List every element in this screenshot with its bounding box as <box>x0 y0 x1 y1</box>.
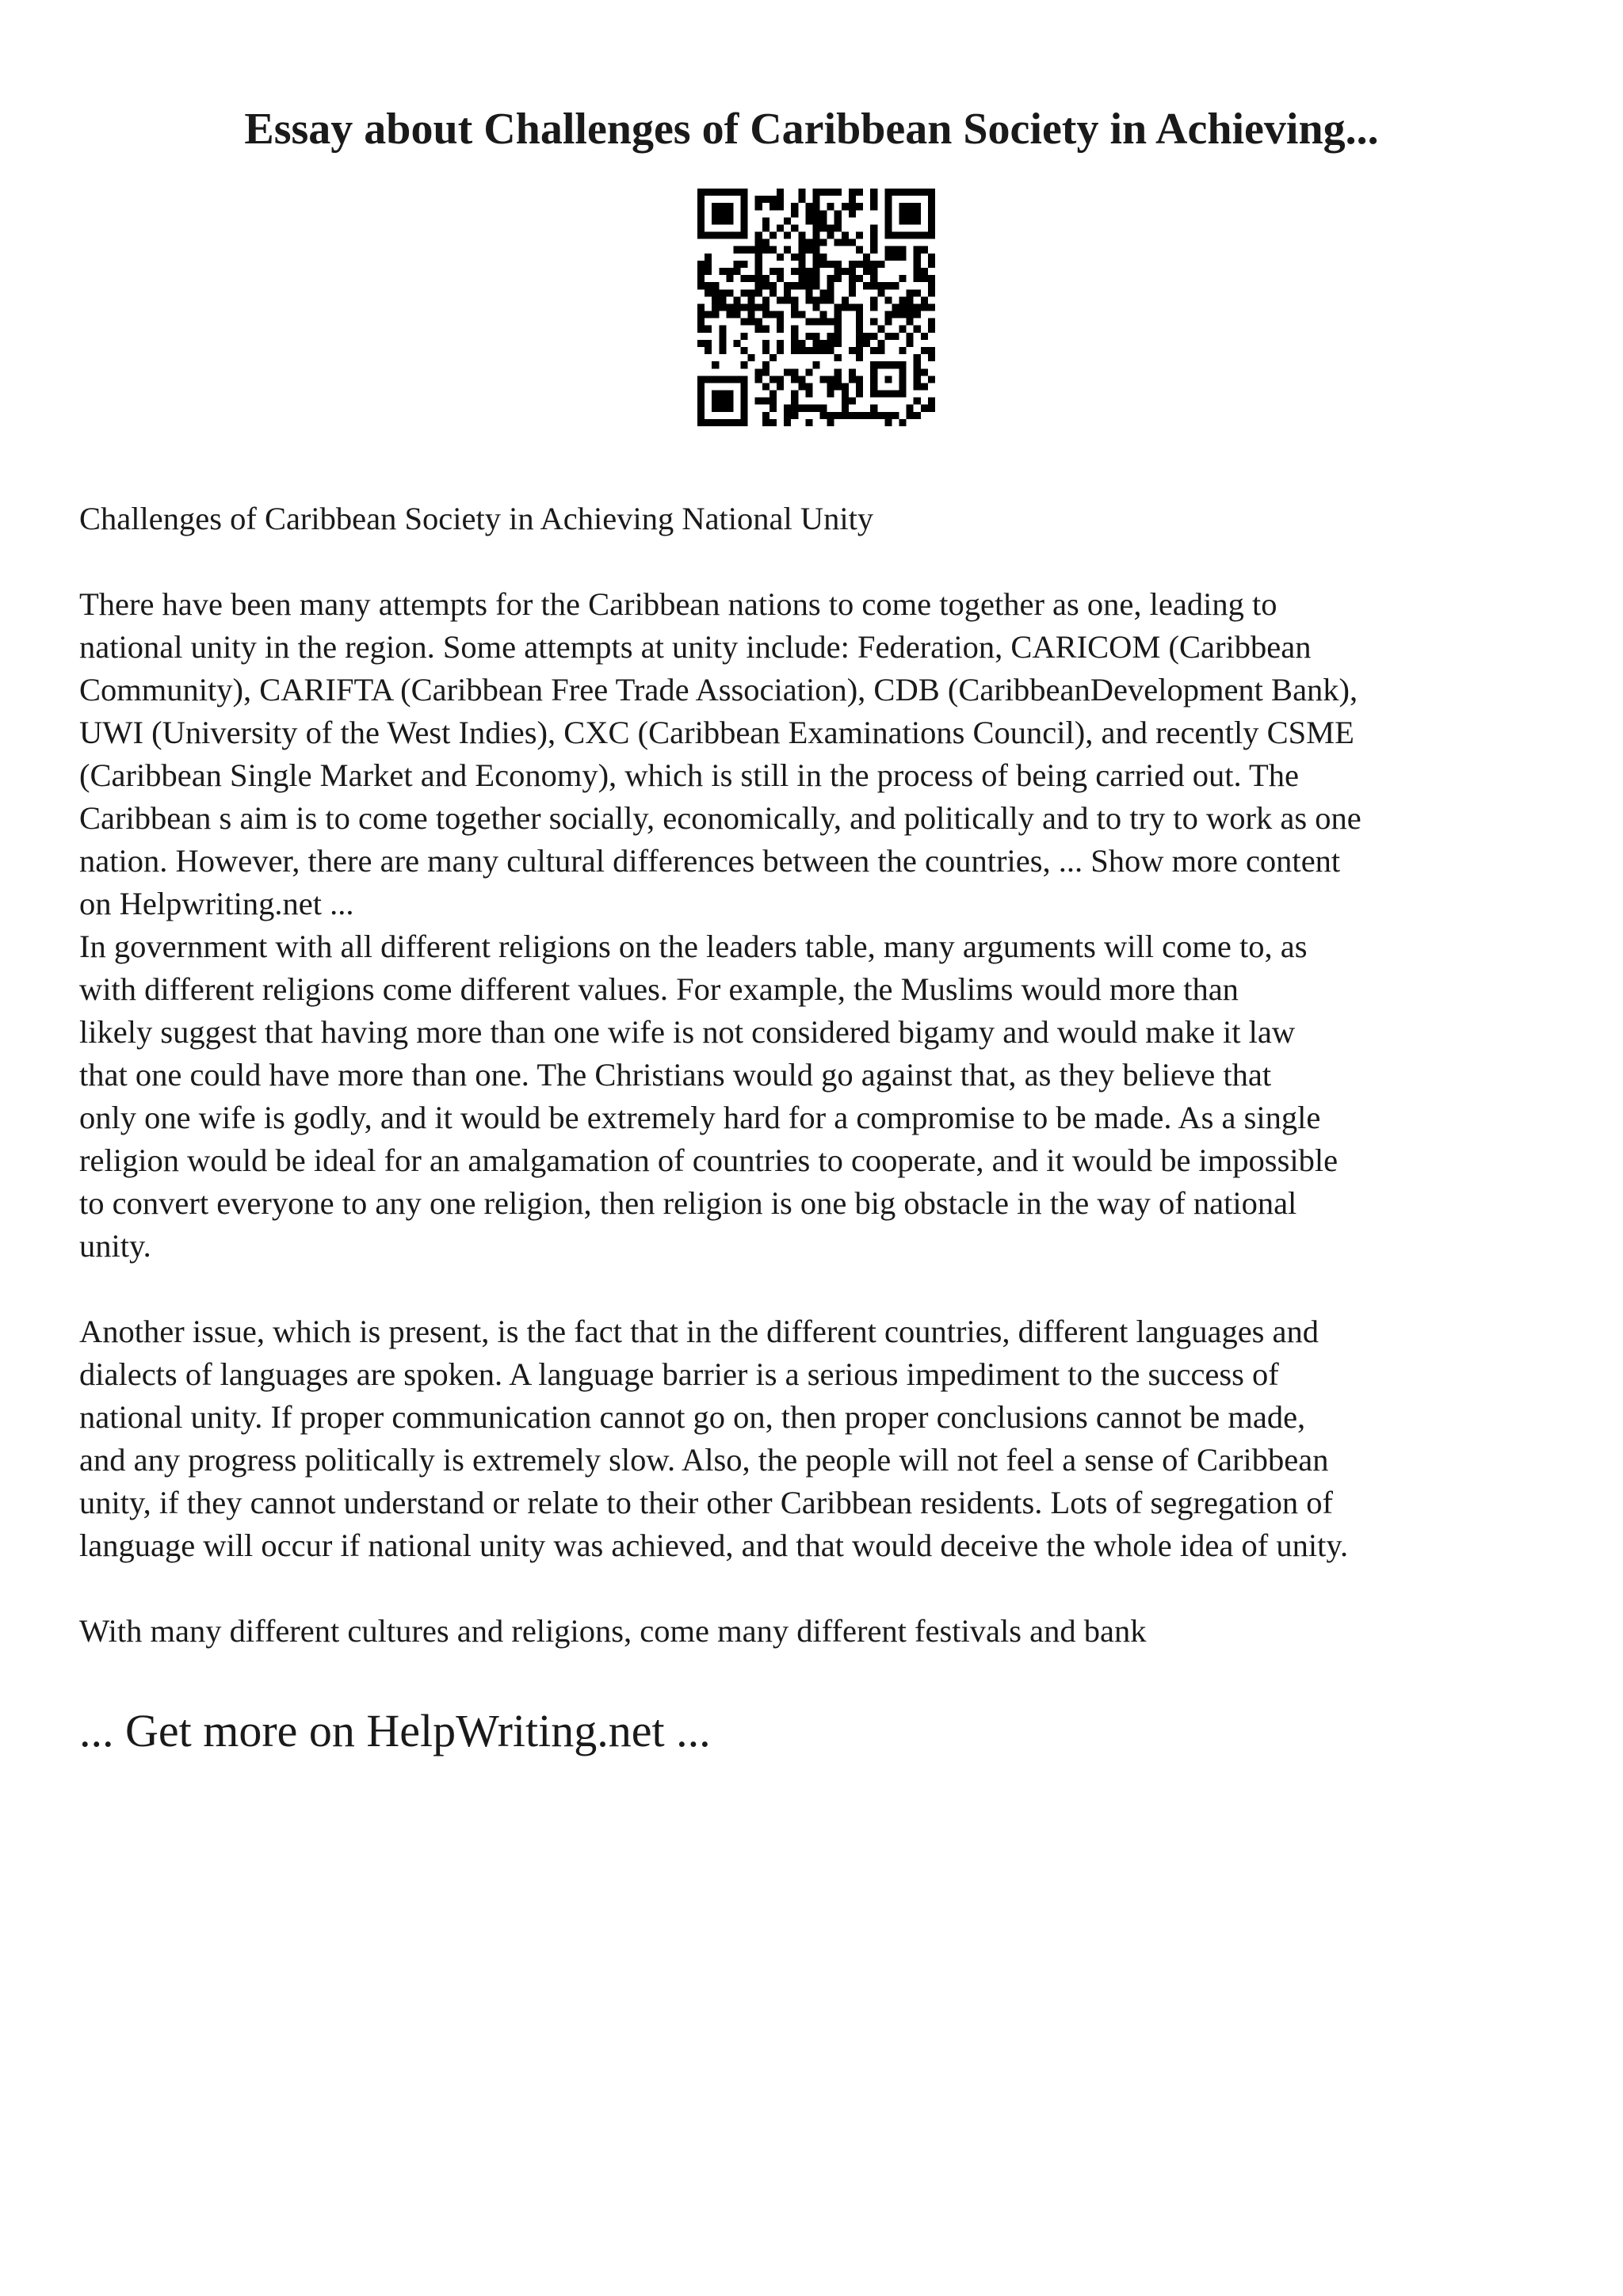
paragraph-line: unity. <box>79 1228 151 1264</box>
paragraph-line: Another issue, which is present, is the fact that in the different countries, different languages and <box>79 1314 1319 1349</box>
paragraph-line: dialects of languages are spoken. A language barrier is a serious impediment to the success of <box>79 1356 1279 1392</box>
qr-code-icon <box>697 189 935 426</box>
paragraph-line: There have been many attempts for the Caribbean nations to come together as one, leading to <box>79 586 1277 622</box>
get-more-link[interactable]: ... Get more on HelpWriting.net ... <box>79 1705 711 1756</box>
paragraph-line: unity, if they cannot understand or relate to their other Caribbean residents. Lots of segregation of <box>79 1485 1334 1520</box>
paragraph-line: In government with all different religions on the leaders table, many arguments will come to, as <box>79 929 1308 964</box>
paragraph-line: that one could have more than one. The Christians would go against that, as they believe that <box>79 1057 1272 1093</box>
paragraph-line: religion would be ideal for an amalgamation of countries to cooperate, and it would be impossible <box>79 1142 1338 1178</box>
paragraph-line: Caribbean s aim is to come together socially, economically, and politically and to try to work as one <box>79 800 1361 836</box>
paragraph-line: language will occur if national unity was achieved, and that would deceive the whole idea of unity. <box>79 1527 1349 1563</box>
paragraph-line: national unity in the region. Some attempts at unity include: Federation, CARICOM (Caribbean <box>79 629 1312 665</box>
paragraph-line: With many different cultures and religions, come many different festivals and bank <box>79 1613 1147 1649</box>
paragraph-2 <box>79 925 1569 1268</box>
page-title: Essay about Challenges of Caribbean Society in Achieving... <box>244 105 1379 154</box>
paragraph-3 <box>79 1310 1569 1567</box>
paragraph-line: and any progress politically is extremely slow. Also, the people will not feel a sense of Caribbean <box>79 1442 1329 1478</box>
essay-subtitle: Challenges of Caribbean Society in Achieving National Unity <box>79 501 874 536</box>
paragraph-4 <box>79 1610 1569 1653</box>
paragraph-line: (Caribbean Single Market and Economy), which is still in the process of being carried out. The <box>79 757 1299 793</box>
paragraph-line: only one wife is godly, and it would be extremely hard for a compromise to be made. As a single <box>79 1100 1321 1135</box>
paragraph-line: national unity. If proper communication cannot go on, then proper conclusions cannot be made, <box>79 1399 1306 1435</box>
paragraph-line: likely suggest that having more than one wife is not considered bigamy and would make it law <box>79 1014 1296 1050</box>
paragraph-line: with different religions come different values. For example, the Muslims would more than <box>79 971 1239 1007</box>
paragraph-1 <box>79 583 1569 925</box>
show-more-line[interactable]: nation. However, there are many cultural differences between the countries, ... Show more content <box>79 843 1341 879</box>
paragraph-line: to convert everyone to any one religion, then religion is one big obstacle in the way of national <box>79 1185 1297 1221</box>
helpwriting-link[interactable]: on Helpwriting.net ... <box>79 886 354 921</box>
paragraph-line: Community), CARIFTA (Caribbean Free Trade Association), CDB (CaribbeanDevelopment Bank), <box>79 672 1358 707</box>
paragraph-line: UWI (University of the West Indies), CXC (Caribbean Examinations Council), and recently CSME <box>79 715 1354 750</box>
